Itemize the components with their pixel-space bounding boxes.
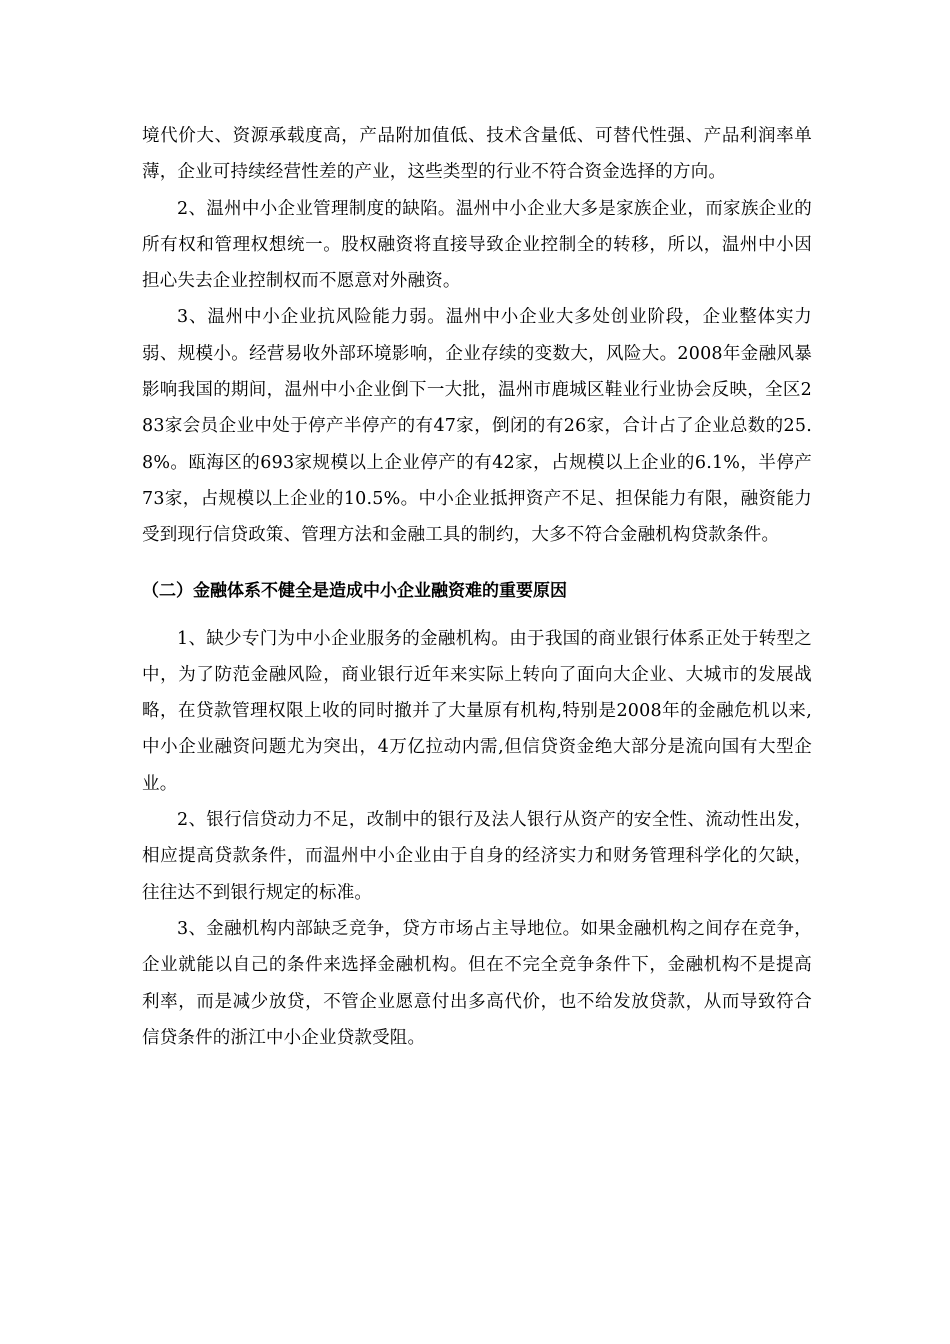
paragraph-lack-competition: 3、金融机构内部缺乏竞争，贷方市场占主导地位。如果金融机构之间存在竞争，企业就能以自己的条件来选择金融机构。但在不完全竞争条件下，金融机构不是提高利率，而是减少放贷，不管企业愿意付出多高代价，也不给发放贷款，从而导致符合信贷条件的浙江中小企业贷款受阻。 bbox=[142, 918, 812, 1048]
section-heading: （二）金融体系不健全是造成中小企业融资难的重要原因 bbox=[142, 580, 567, 601]
paragraph-continuation: 境代价大、资源承载度高，产品附加值低、技术含量低、可替代性强、产品利润率单薄，企业可持续经营性差的产业，这些类型的行业不符合资金选择的方向。 bbox=[142, 126, 812, 183]
document-page bbox=[142, 118, 812, 1056]
paragraph-risk-resistance: 3、温州中小企业抗风险能力弱。温州中小企业大多处创业阶段，企业整体实力弱、规模小。经营易收外部环境影响，企业存续的变数大，风险大。2008年金融风暴影响我国的期间，温州中小企业倒下一大批，温州市鹿城区鞋业行业协会反映，全区283家会员企业中处于停产半停产的有47家，倒闭的有26家，合计占了企业总数的25.8%。瓯海区的693家规模以上企业停产的有42家，占规模以上企业的6.1%，半停产73家，占规模以上企业的10.5%。中小企业抵押资产不足、担保能力有限，融资能力受到现行信贷政策、管理方法和金融工具的制约，大多不符合金融机构贷款条件。 bbox=[142, 307, 812, 546]
paragraph-management-defect: 2、温州中小企业管理制度的缺陷。温州中小企业大多是家族企业，而家族企业的所有权和管理权想统一。股权融资将直接导致企业控制全的转移，所以，温州中小因担心失去企业控制权而不愿意对外融资。 bbox=[142, 198, 812, 292]
paragraph-credit-motivation: 2、银行信贷动力不足，改制中的银行及法人银行从资产的安全性、流动性出发，相应提高贷款条件，而温州中小企业由于自身的经济实力和财务管理科学化的欠缺，往往达不到银行规定的标准。 bbox=[142, 810, 812, 903]
paragraph-lack-financial-institutions: 1、缺少专门为中小企业服务的金融机构。由于我国的商业银行体系正处于转型之中，为了防范金融风险，商业银行近年来实际上转向了面向大企业、大城市的发展战略，在贷款管理权限上收的同时撤并了大量原有机构,特别是2008年的金融危机以来,中小企业融资问题尤为突出，4万亿拉动内需,但信贷资金绝大部分是流向国有大型企业。 bbox=[142, 628, 812, 794]
